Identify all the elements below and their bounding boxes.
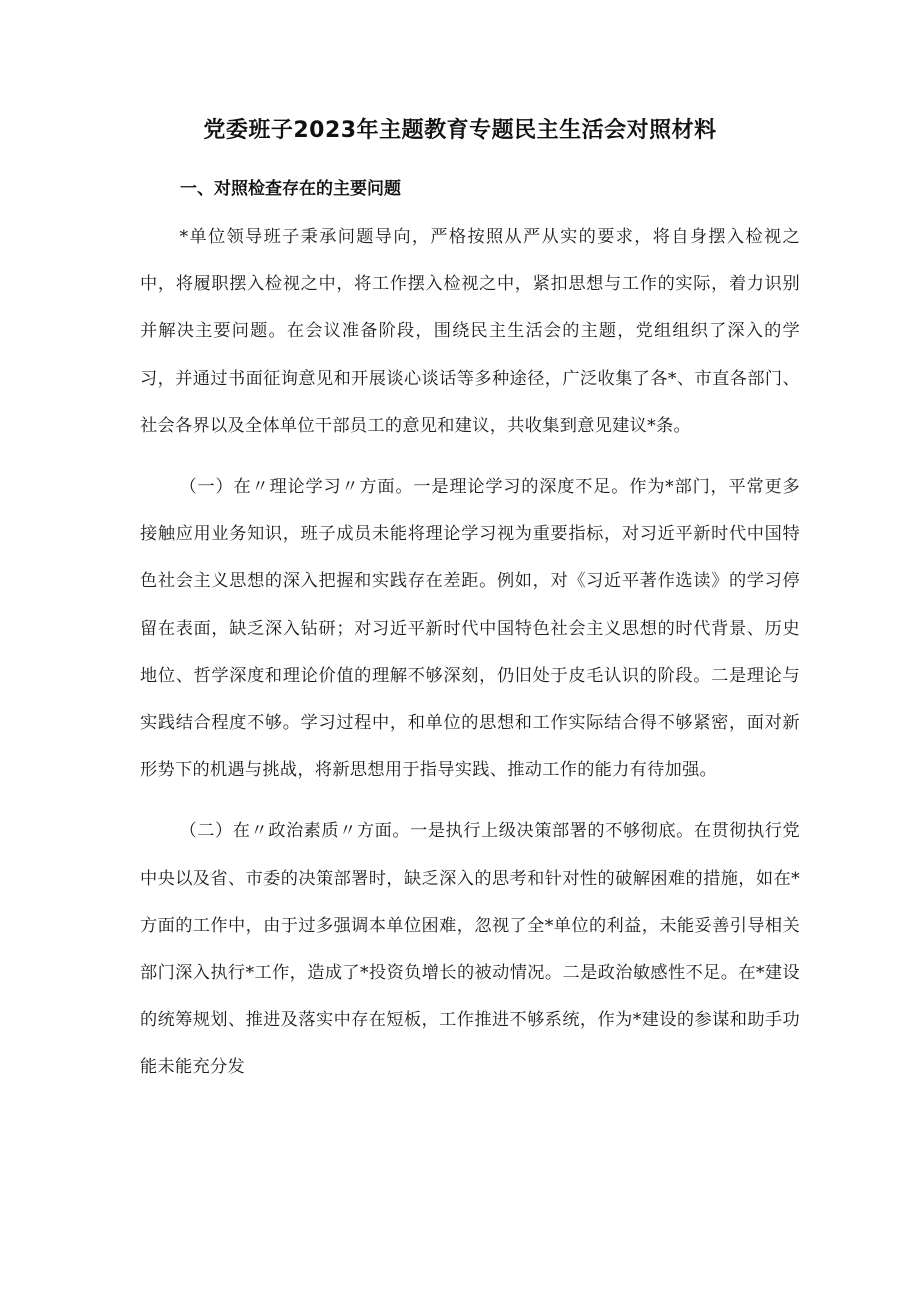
body-paragraph: （二）在〃政治素质〃方面。一是执行上级决策部署的不够彻底。在贯彻执行党中央以及省、市委的决策部署时，缺乏深入的思考和针对性的破解困难的措施，如在*方面的工作中，由于过多强调本单位困难，忽视了全*单位的利益，未能妥善引导相关部门深入执行*工作，造成了*投资负增长的被动情况。二是政治敏感性不足。在*建设的统筹规划、推进及落实中存在短板，工作推进不够系统，作为*建设的参谋和助手功能未能充分发	[140, 821, 800, 1078]
body-paragraph: *单位领导班子秉承问题导向，严格按照从严从实的要求，将自身摆入检视之中，将履职摆入检视之中，将工作摆入检视之中，紧扣思想与工作的实际，着力识别并解决主要问题。在会议准备阶段，围绕民主生活会的主题，党组组织了深入的学习，并通过书面征询意见和开展谈心谈话等多种途径，广泛收集了各*、市直各部门、社会各界以及全体单位干部员工的意见和建议，共收集到意见建议*条。	[140, 227, 800, 436]
section-heading: 一、对照检查存在的主要问题	[180, 179, 401, 199]
document-body	[140, 174, 800, 1092]
body-paragraph: （一）在〃理论学习〃方面。一是理论学习的深度不足。作为*部门，平常更多接触应用业务知识，班子成员未能将理论学习视为重要指标，对习近平新时代中国特色社会主义思想的深入把握和实践存在差距。例如，对《习近平著作选读》的学习停留在表面，缺乏深入钻研；对习近平新时代中国特色社会主义思想的时代背景、历史地位、哲学深度和理论价值的理解不够深刻，仍旧处于皮毛认识的阶段。二是理论与实践结合程度不够。学习过程中，和单位的思想和工作实际结合得不够紧密，面对新形势下的机遇与挑战，将新思想用于指导实践、推动工作的能力有待加强。	[140, 477, 800, 781]
document-title: 党委班子2023年主题教育专题民主生活会对照材料	[203, 118, 717, 143]
